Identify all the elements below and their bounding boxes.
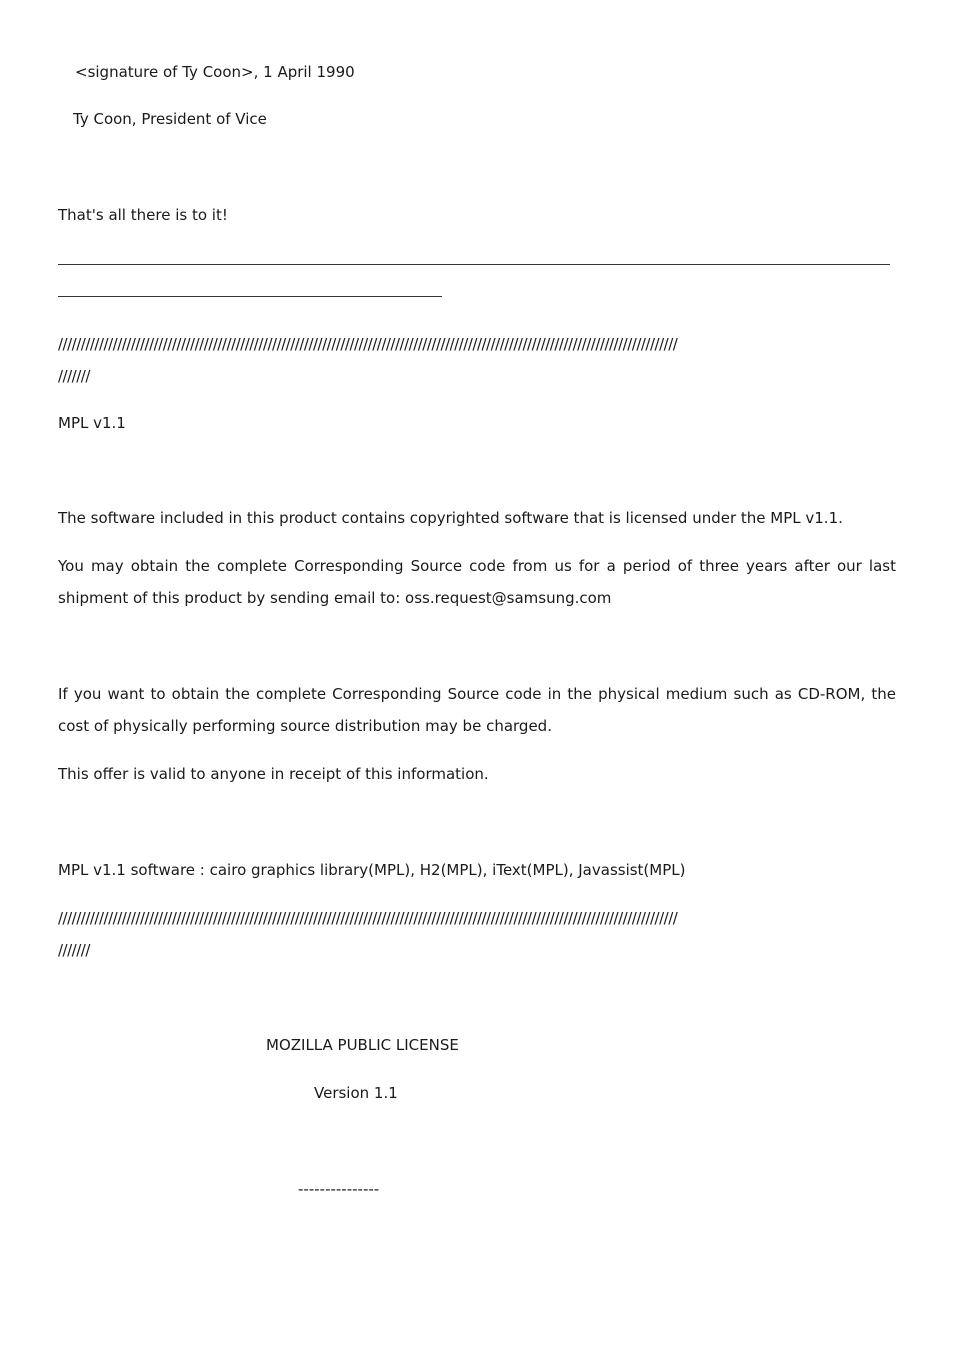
physical-medium-paragraph: If you want to obtain the complete Corresponding Source code in the physical medium such as CD-ROM, the cost of physically performing source distribution may be charged. — [58, 685, 896, 735]
mpl-software-list: MPL v1.1 software : cairo graphics library(MPL), H2(MPL), iText(MPL), Javassist(MPL) — [58, 861, 686, 879]
signature-line: <signature of Ty Coon>, 1 April 1990 — [75, 63, 355, 81]
horizontal-rule-short — [58, 296, 442, 297]
slash-separator-tail: /////// — [58, 367, 90, 385]
dash-separator: --------------- — [298, 1180, 380, 1198]
slash-separator-2: //////////////////////////////////////////////////////////////////////////////////////////////////////////////////////////////////////// — [58, 909, 678, 927]
license-title: MOZILLA PUBLIC LICENSE — [266, 1036, 459, 1054]
license-paragraph: The software included in this product contains copyrighted software that is licensed under the MPL v1.1. — [58, 509, 843, 527]
offer-valid-paragraph: This offer is valid to anyone in receipt of this information. — [58, 765, 489, 783]
closing-line: That's all there is to it! — [58, 206, 228, 224]
obtain-source-paragraph: You may obtain the complete Corresponding Source code from us for a period of three years after our last shipment of this product by sending email to: oss.request@samsung.com — [58, 557, 896, 607]
horizontal-rule-long — [58, 264, 890, 265]
slash-separator: //////////////////////////////////////////////////////////////////////////////////////////////////////////////////////////////////////// — [58, 335, 678, 353]
license-version: Version 1.1 — [314, 1084, 398, 1102]
slash-separator-2-tail: /////// — [58, 941, 90, 959]
mpl-heading: MPL v1.1 — [58, 414, 126, 432]
signer-line: Ty Coon, President of Vice — [73, 110, 267, 128]
